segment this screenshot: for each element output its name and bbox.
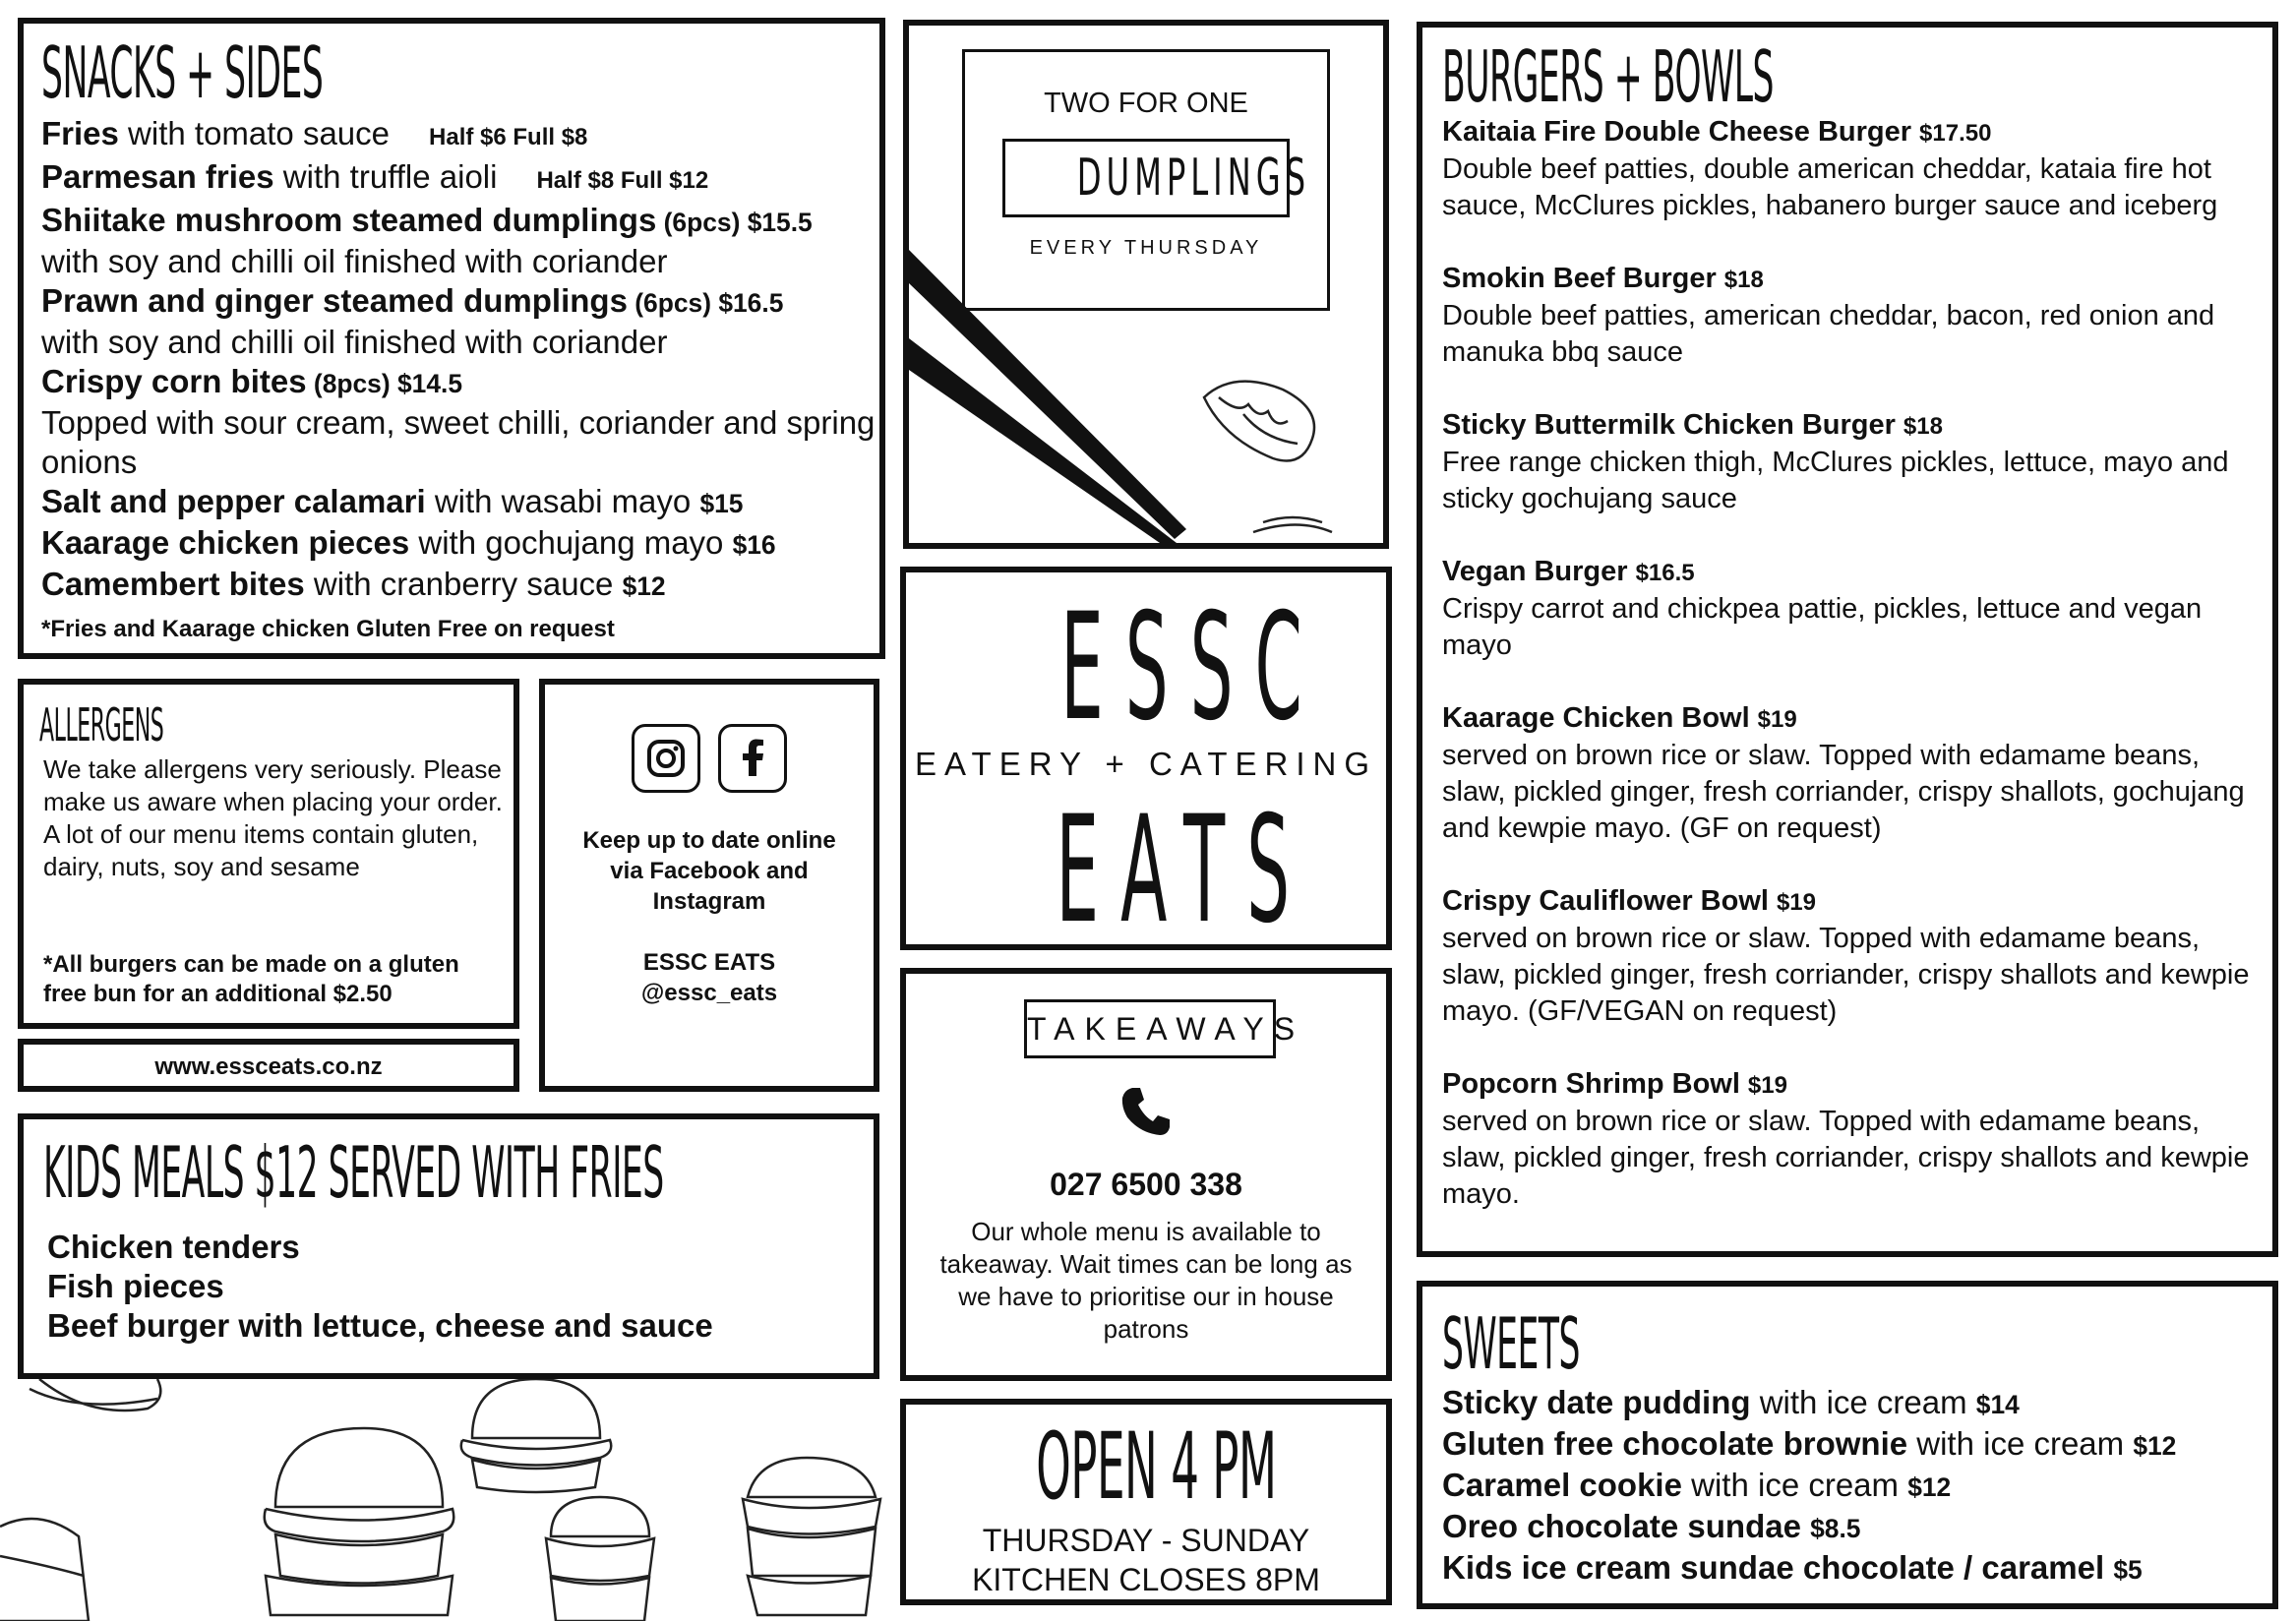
menu-item-desc: Topped with sour cream, sweet chilli, coriander and spring onions — [41, 404, 876, 480]
website-panel — [18, 1039, 519, 1092]
phone-icon — [1118, 1084, 1174, 1139]
sweets-panel — [1417, 1281, 2278, 1609]
takeaways-label: TAKEAWAYS — [1024, 999, 1276, 1058]
menu-item: Kaarage chicken pieces with gochujang mayo $16 — [41, 524, 776, 561]
sweets-heading: SWEETS — [1442, 1302, 1580, 1385]
allergens-text: We take allergens very seriously. Please make us aware when placing your order. A lot of our menu items contain gluten, dairy, nuts, soy and sesame — [43, 754, 503, 881]
gluten-free-bun-note: *All burgers can be made on a gluten free bun for an additional $2.50 — [43, 951, 459, 1007]
logo-subtitle: EATERY + CATERING — [914, 746, 1378, 782]
menu-item: Smokin Beef Burger $18 Double beef patties, american cheddar, bacon, red onion and manuka bbq sauce — [1442, 261, 2259, 371]
menu-item: Beef burger with lettuce, cheese and sauce — [47, 1307, 713, 1344]
menu-item-desc: with soy and chilli oil finished with coriander — [41, 324, 668, 360]
burgers-list — [1442, 114, 2259, 1249]
menu-item: Prawn and ginger steamed dumplings (6pcs) $16.5 — [41, 282, 784, 319]
promo-dumplings-box: DUMPLINGS — [1002, 139, 1290, 217]
menu-item-desc: Double beef patties, double american cheddar, kataia fire hot sauce, McClures pickles, habanero burger sauce and iceberg — [1442, 153, 2218, 221]
open-days: THURSDAY - SUNDAY — [982, 1523, 1310, 1558]
kids-heading: KIDS MEALS $12 SERVED WITH FRIES — [43, 1131, 664, 1214]
burgers-heading: BURGERS + BOWLS — [1442, 35, 1774, 118]
snacks-sides-panel — [18, 18, 885, 659]
social-name: ESSC EATS — [642, 949, 776, 976]
kids-meals-panel — [18, 1113, 879, 1379]
takeaways-panel — [900, 968, 1392, 1381]
menu-item: Camembert bites with cranberry sauce $12 — [41, 566, 666, 602]
sweets-list — [1442, 1383, 2176, 1590]
snacks-heading: SNACKS + SIDES — [41, 31, 324, 114]
menu-item-desc: served on brown rice or slaw. Topped with edamame beans, slaw, pickled ginger, fresh corriander, crispy shallots and kewpie mayo. (GF/VEGAN on request) — [1442, 923, 2250, 1027]
menu-item: Crispy Cauliflower Bowl $19 served on brown rice or slaw. Topped with edamame beans, slaw, pickled ginger, fresh corriander, crispy shallots and kewpie mayo. (GF/VEGAN on request) — [1442, 883, 2259, 1030]
menu-item: Vegan Burger $16.5 Crispy carrot and chickpea pattie, pickles, lettuce and vegan mayo — [1442, 554, 2259, 664]
social-line: Instagram — [652, 888, 766, 915]
logo-eats: EATS — [1056, 785, 1312, 956]
opening-hours-panel — [900, 1399, 1392, 1605]
menu-item: Kaarage Chicken Bowl $19 served on brown rice or slaw. Topped with edamame beans, slaw, pickled ginger, fresh corriander, crispy shallots, gochujang and kewpie mayo. (GF on request) — [1442, 700, 2259, 847]
chopsticks-dumplings-illustration — [909, 26, 1383, 543]
social-panel — [539, 679, 879, 1092]
menu-item: Popcorn Shrimp Bowl $19 served on brown rice or slaw. Topped with edamame beans, slaw, pickled ginger, fresh corriander, crispy shallots and kewpie mayo. — [1442, 1066, 2259, 1213]
menu-item: Oreo chocolate sundae $8.5 — [1442, 1508, 1861, 1544]
gluten-free-note: *Fries and Kaarage chicken Gluten Free on request — [41, 616, 615, 642]
menu-item: Gluten free chocolate brownie with ice cream $12 — [1442, 1425, 2177, 1462]
promo-line1: TWO FOR ONE — [1044, 88, 1248, 119]
menu-item: Shiitake mushroom steamed dumplings (6pcs) $15.5 — [41, 202, 813, 238]
open-heading: OPEN 4 PM — [1036, 1413, 1277, 1521]
menu-item: Fish pieces — [47, 1268, 224, 1304]
two-for-one-promo-panel — [903, 20, 1389, 549]
logo-essc: ESSC — [1060, 582, 1324, 753]
social-text — [555, 825, 864, 1008]
menu-item-desc: Crispy carrot and chickpea pattie, pickles, lettuce and vegan mayo — [1442, 593, 2203, 661]
allergens-panel — [18, 679, 519, 1029]
allergens-heading: ALLERGENS — [39, 698, 164, 751]
snacks-list — [41, 114, 877, 606]
website-link[interactable]: www.essceats.co.nz — [154, 1053, 383, 1080]
menu-item-desc: served on brown rice or slaw. Topped with edamame beans, slaw, pickled ginger, fresh corriander, crispy shallots and kewpie mayo. — [1442, 1106, 2250, 1210]
kids-list — [47, 1228, 713, 1346]
menu-item: Fries with tomato sauce Half $6 Full $8 — [41, 115, 588, 151]
kitchen-closes: KITCHEN CLOSES 8PM — [972, 1562, 1320, 1597]
social-handle[interactable]: @essc_eats — [640, 980, 778, 1006]
essc-eats-logo-panel — [900, 567, 1392, 956]
menu-item: Caramel cookie with ice cream $12 — [1442, 1467, 1952, 1503]
takeaways-text: Our whole menu is available to takeaway. Wait times can be long as we have to prioritise our in house patrons — [939, 1217, 1353, 1344]
facebook-icon[interactable] — [718, 724, 787, 793]
menu-item: Kaitaia Fire Double Cheese Burger $17.50 Double beef patties, double american cheddar, kataia fire hot sauce, McClures pickles, habanero burger sauce and iceberg — [1442, 114, 2259, 224]
social-line: via Facebook and — [610, 858, 809, 884]
menu-item: Sticky date pudding with ice cream $14 — [1442, 1384, 2020, 1420]
menu-item-desc: served on brown rice or slaw. Topped with edamame beans, slaw, pickled ginger, fresh corriander, crispy shallots, gochujang and kewpie mayo. (GF on request) — [1442, 740, 2245, 844]
burger-illustration — [0, 1379, 885, 1621]
menu-item: Kids ice cream sundae chocolate / caramel $5 — [1442, 1549, 2143, 1586]
menu-item-desc: Double beef patties, american cheddar, bacon, red onion and manuka bbq sauce — [1442, 300, 2215, 368]
promo-line3: EVERY THURSDAY — [1029, 237, 1263, 259]
menu-item-desc: Free range chicken thigh, McClures pickles, lettuce, mayo and sticky gochujang sauce — [1442, 447, 2229, 514]
phone-number[interactable]: 027 6500 338 — [1050, 1167, 1242, 1202]
menu-item: Crispy corn bites (8pcs) $14.5 — [41, 363, 463, 399]
social-line: Keep up to date online — [582, 827, 836, 854]
menu-item-desc: with soy and chilli oil finished with coriander — [41, 243, 668, 279]
menu-item: Sticky Buttermilk Chicken Burger $18 Free range chicken thigh, McClures pickles, lettuce, mayo and sticky gochujang sauce — [1442, 407, 2259, 517]
burgers-bowls-panel — [1417, 22, 2278, 1257]
menu-item: Salt and pepper calamari with wasabi mayo $15 — [41, 483, 744, 519]
menu-item: Parmesan fries with truffle aioli Half $8 Full $12 — [41, 158, 709, 195]
menu-item: Chicken tenders — [47, 1229, 300, 1265]
instagram-icon[interactable] — [632, 724, 700, 793]
